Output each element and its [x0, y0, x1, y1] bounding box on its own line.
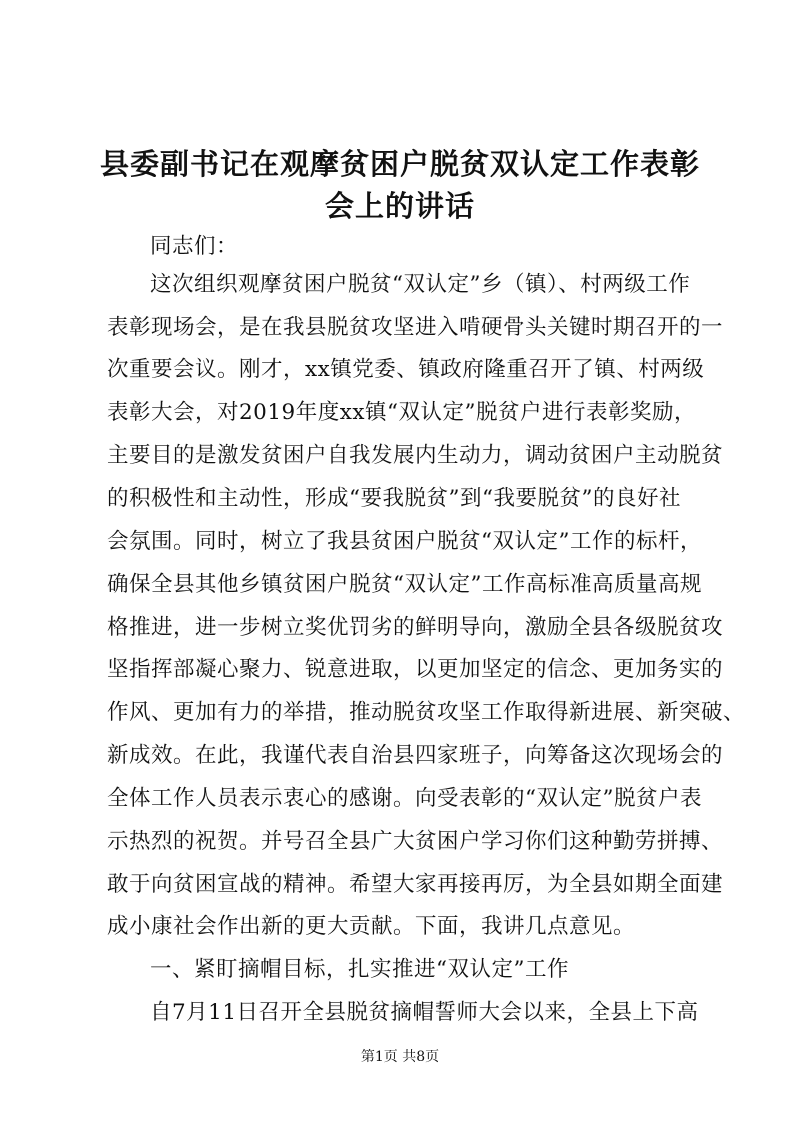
paragraph-line: 全体工作人员表示衷心的感谢。向受表彰的“双认定”脱贫户表 [107, 786, 702, 811]
page-footer: 第1页 共8页 [360, 1049, 440, 1065]
paragraph-line: 作风、更加有力的举措，推动脱贫攻坚工作取得新进展、新突破、 [107, 700, 746, 725]
document-title-line-2: 会上的讲话 [324, 189, 475, 223]
paragraph-line: 表彰大会，对2019年度xx镇“双认定”脱贫户进行表彰奖励， [107, 400, 696, 425]
paragraph-line: 敢于向贫困宣战的精神。希望大家再接再厉，为全县如期全面建 [107, 872, 724, 897]
paragraph-line: 自7月11日召开全县脱贫摘帽誓师大会以来，全县上下高 [150, 1000, 699, 1025]
paragraph-line: 示热烈的祝贺。并号召全县广大贫困户学习你们这种勤劳拼搏、 [107, 829, 724, 854]
paragraph-line: 确保全县其他乡镇贫困户脱贫“双认定”工作高标准高质量高规 [107, 572, 702, 597]
paragraph-line: 次重要会议。刚才，xx镇党委、镇政府隆重召开了镇、村两级 [107, 357, 705, 382]
section-heading: 一、紧盯摘帽目标，扎实推进“双认定”工作 [150, 957, 569, 982]
paragraph-line: 成小康社会作出新的更大贡献。下面，我讲几点意见。 [107, 914, 636, 939]
paragraph-line: 会氛围。同时，树立了我县贫困户脱贫“双认定”工作的标杆， [107, 529, 702, 554]
paragraph-line: 表彰现场会，是在我县脱贫攻坚进入啃硬骨头关键时期召开的一 [107, 315, 724, 340]
paragraph-line: 这次组织观摩贫困户脱贫“双认定”乡（镇）、村两级工作 [150, 272, 691, 297]
salutation: 同志们： [150, 234, 239, 259]
paragraph-line: 坚指挥部凝心聚力、锐意进取，以更加坚定的信念、更加务实的 [107, 657, 724, 682]
document-title-line-1: 县委副书记在观摩贫困户脱贫双认定工作表彰 [99, 147, 700, 181]
paragraph-line: 主要目的是激发贫困户自我发展内生动力，调动贫困户主动脱贫 [107, 443, 724, 468]
paragraph-line: 新成效。在此，我谨代表自治县四家班子，向筹备这次现场会的 [107, 743, 724, 768]
paragraph-line: 格推进，进一步树立奖优罚劣的鲜明导向，激励全县各级脱贫攻 [107, 615, 724, 640]
paragraph-line: 的积极性和主动性，形成“要我脱贫”到“我要脱贫”的良好社 [107, 486, 681, 511]
